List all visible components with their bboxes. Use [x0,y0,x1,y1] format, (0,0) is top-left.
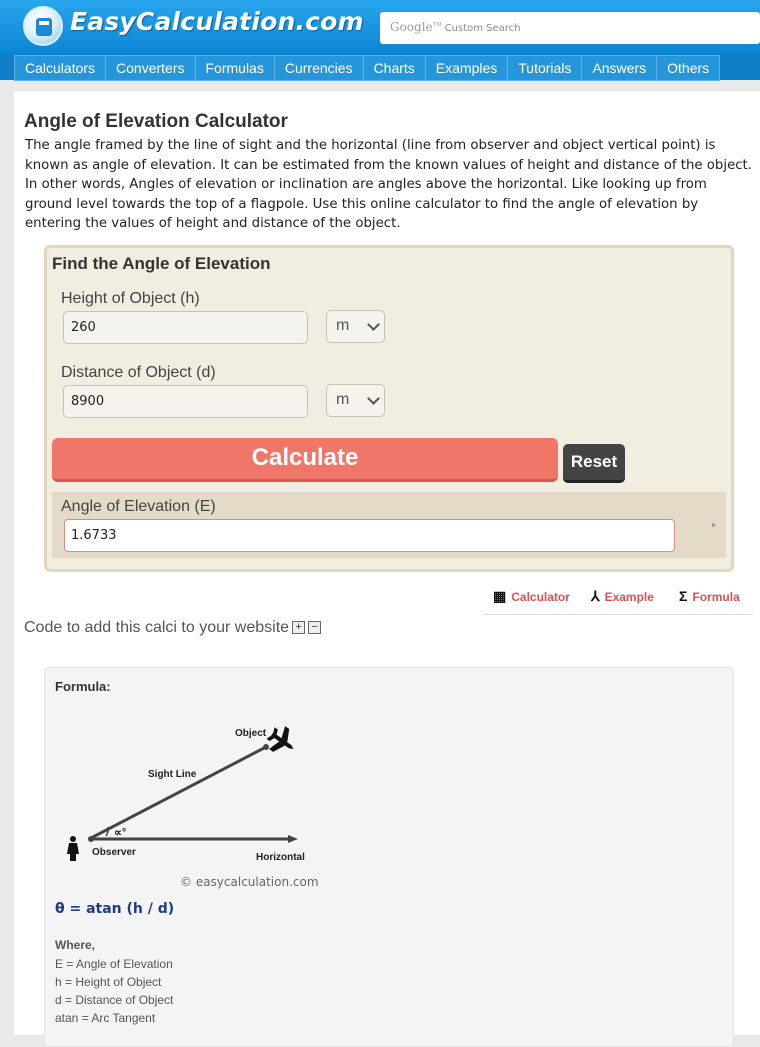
main-nav [0,54,760,80]
calculator-logo-icon[interactable] [23,6,63,46]
result-label: Angle of Elevation (E) [61,498,216,515]
height-label: Height of Object (h) [61,290,200,307]
reset-button[interactable]: Reset [563,444,625,483]
collapse-button[interactable]: − [308,621,321,634]
object-label: Object [235,728,267,739]
chevron-down-icon [367,392,380,405]
calculator-title: Find the Angle of Elevation [52,254,271,273]
height-unit-select[interactable] [326,310,385,343]
calculator-icon: ▦ [493,588,507,604]
page-title: Angle of Elevation Calculator [24,111,288,132]
height-input[interactable]: 260 [63,311,308,344]
distance-input[interactable]: 8900 [63,385,308,418]
distance-unit-value: m [336,391,350,408]
person-icon [67,836,79,861]
nav-item-charts[interactable]: Charts [363,55,425,81]
chevron-down-icon [367,318,380,331]
example-icon: ⅄ [591,588,600,604]
sight-line [91,747,266,838]
result-unit: ° [711,523,716,534]
horizontal-label: Horizontal [256,852,305,863]
elevation-diagram [60,715,320,895]
object-point [263,744,269,750]
nav-item-examples[interactable]: Examples [425,55,507,81]
formula-equation: θ = atan (h / d) [55,901,175,917]
where-line: atan = Arc Tangent [55,1011,156,1025]
formula-label: Formula: [55,679,111,694]
page-description: The angle framed by the line of sight and the horizontal (line from observer and object vertical point) is known as angle of elevation. It can be estimated from the known values of height and distance of the object. In other words, Angles of elevation or inclination are angles above the horizontal. Like looking up from ground level towards the top of a flagpole. Use this online calculator to find the angle of elevation by entering the values of height and distance of the object. [25,138,752,232]
tab-calculator[interactable] [493,588,570,605]
sigma-icon: Σ [679,588,688,604]
site-logo-text[interactable]: EasyCalculation.com [70,7,364,36]
tab-example-label: Example [604,590,654,604]
where-heading: Where, [55,938,96,952]
calculate-button[interactable]: Calculate [52,438,558,482]
tab-formula-label: Formula [692,590,740,604]
where-line: E = Angle of Elevation [55,957,173,971]
nav-item-others[interactable]: Others [656,55,720,81]
copyright-text: © easycalculation.com [180,875,319,889]
search-input[interactable] [380,12,760,44]
distance-unit-select[interactable] [326,384,385,417]
airplane-icon [263,722,302,761]
arrow-head [288,835,298,843]
distance-label: Distance of Object (d) [61,364,216,381]
observer-point [88,836,94,842]
search-placeholder: Custom Search [444,23,521,34]
embed-code-row [24,619,321,637]
nav-item-formulas[interactable]: Formulas [195,55,274,81]
expand-button[interactable]: + [292,621,305,634]
nav-item-calculators[interactable]: Calculators [14,55,105,81]
height-unit-value: m [336,317,350,334]
nav-item-answers[interactable]: Answers [581,55,656,81]
observer-label: Observer [92,847,136,858]
sight-line-label: Sight Line [148,769,197,780]
nav-item-converters[interactable]: Converters [105,55,194,81]
nav-item-tutorials[interactable]: Tutorials [507,55,581,81]
tab-formula[interactable] [679,588,740,604]
embed-code-text: Code to add this calci to your website [24,619,290,636]
result-output[interactable]: 1.6733 [64,519,675,552]
where-line: h = Height of Object [55,975,162,989]
tab-calculator-label: Calculator [511,590,570,604]
tab-example[interactable] [591,588,654,605]
google-logo: Google [390,20,433,34]
nav-item-currencies[interactable]: Currencies [274,55,363,81]
where-line: d = Distance of Object [55,993,174,1007]
angle-symbol: ∝° [114,827,127,839]
trademark-mark: TM [432,21,442,29]
